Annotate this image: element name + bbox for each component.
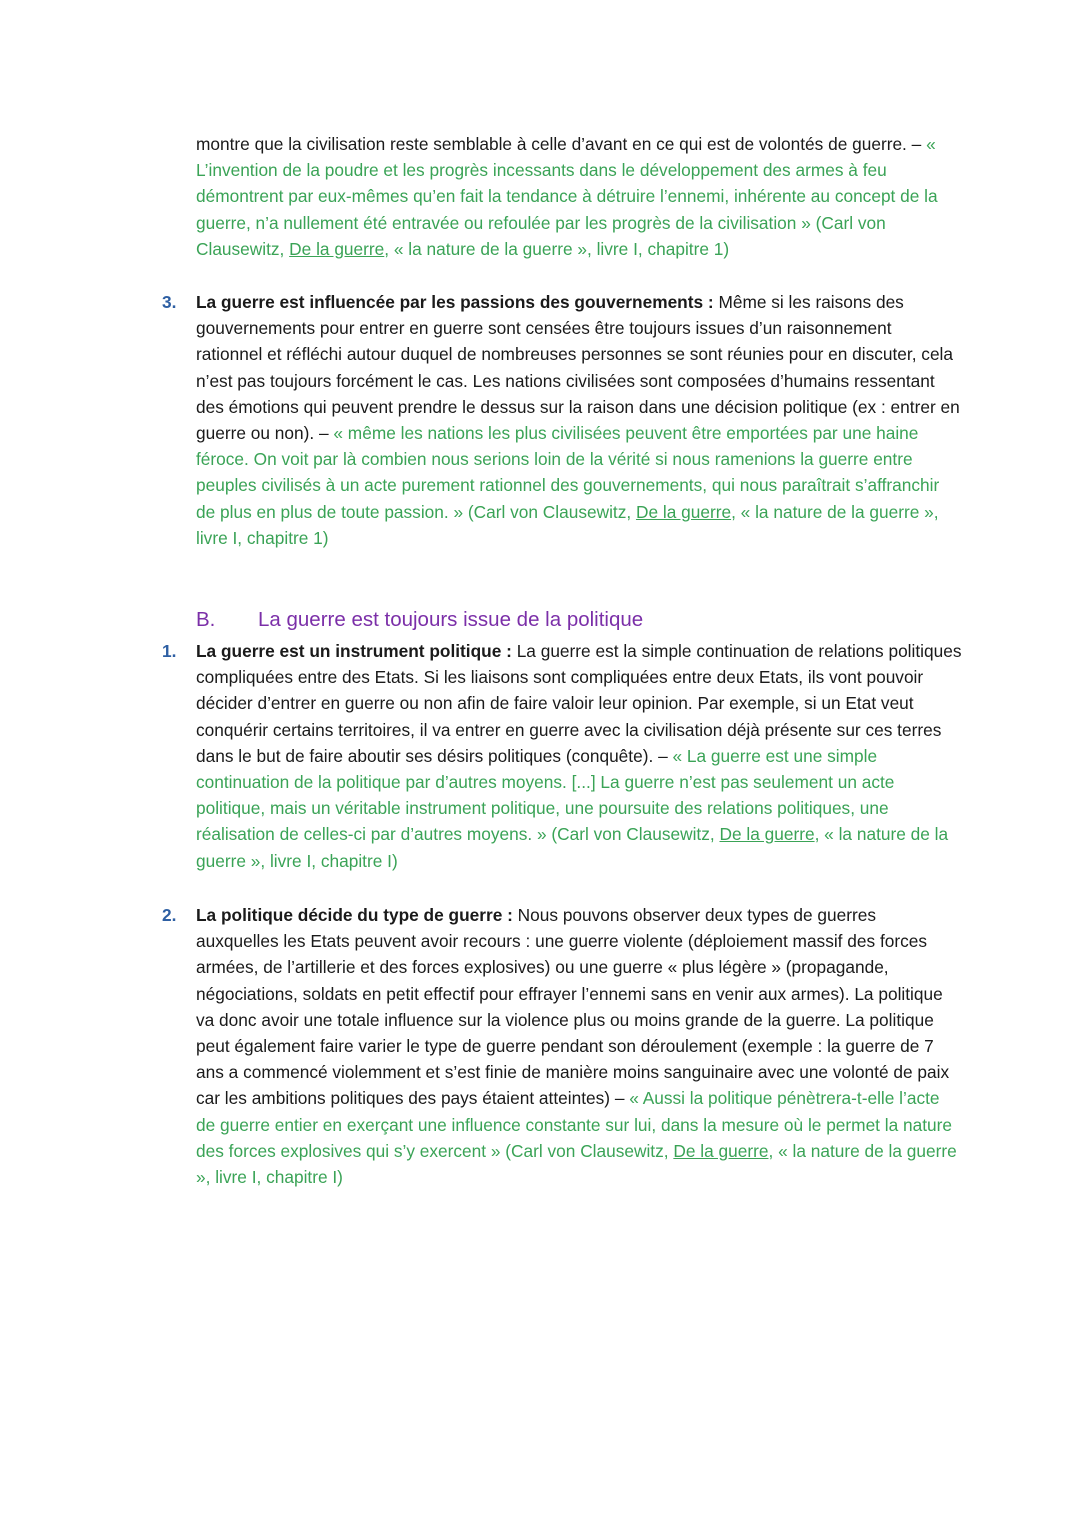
list-item-quote: « Aussi la politique pénètrera-t-elle l’acte de guerre entier en exerçant une influence constante sur lui, dans la mesure où le permet la nature des forces explosives qui s’y exercent » (Carl von Clausewitz, [196, 1088, 953, 1161]
list-item-body [196, 638, 962, 874]
list-item-passions [162, 289, 962, 551]
section-heading-b [196, 606, 643, 634]
intro-text: montre que la civilisation reste semblable à celle d’avant en ce qui est de volontés de guerre. [196, 134, 907, 154]
intro-paragraph [196, 131, 956, 262]
list-item-text: Même si les raisons des gouvernements pour entrer en guerre sont censées être toujours issues d’un raisonnement rationnel et réfléchi autour duquel de nombreuses personnes se sont réunies pour en discuter, cela n’est pas toujours forcément le cas. Les nations civilisées sont composées d’humains ressentant des émotions qui peuvent prendre le dessus sur la raison dans une décision politique (ex : entrer en guerre ou non). – [196, 292, 960, 444]
intro-quote: « L’invention de la poudre et les progrès incessants dans le développement des armes à feu démontrent par eux-mêmes qu’en fait la tendance à détruire l’ennemi, inhérente au concept de la guerre, n’a nullement été entravée ou refoulée par les progrès de la civilisation » (Carl von Clausewitz, [196, 134, 938, 259]
book-title: De la guerre [673, 1140, 769, 1161]
intro-source: , « la nature de la guerre », livre I, chapitre 1) [384, 238, 730, 259]
list-number: 1. [162, 641, 177, 661]
list-item-title: La guerre est influencée par les passions des gouvernements : [196, 292, 714, 312]
list-item-instrument [162, 638, 962, 874]
list-item-title: La guerre est un instrument politique : [196, 641, 512, 661]
list-item-text: Nous pouvons observer deux types de guerres auxquelles les Etats peuvent avoir recours : une guerre violente (déploiement massif des forces armées, de l’artillerie et des forces explosives) ou une guerre « plus légère » (propagande, négociations, soldats en petit effectif pour effrayer l’ennemi sans en venir aux armes). La politique va donc avoir une totale influence sur la violence plus ou moins grande de la guerre. La politique peut également faire varier le type de guerre pendant son déroulement (exemple : la guerre de 7 ans a commencé violemment et s’est finie de manière moins sanguinaire avec une volonté de paix car les ambitions politiques des pays étaient atteintes) – [196, 905, 950, 1109]
list-item-body [196, 902, 962, 1190]
list-item-quote: « La guerre est une simple continuation de la politique par d’autres moyens. [...] La guerre n’est pas seulement un acte politique, mais un véritable instrument politique, une poursuite des relations politiques, une réalisation de celles-ci par d’autres moyens. » (Carl von Clausewitz, [196, 745, 895, 845]
list-item-body [196, 289, 962, 551]
section-title: La guerre est toujours issue de la politique [258, 608, 644, 631]
quote-source: , « la nature de la guerre », livre I, chapitre I) [196, 824, 949, 871]
intro-book-title: De la guerre [289, 238, 385, 259]
list-item-type-of-war [162, 902, 962, 1190]
list-number: 3. [162, 292, 177, 312]
book-title: De la guerre [719, 824, 815, 845]
book-title: De la guerre [635, 501, 732, 522]
list-number: 2. [162, 905, 177, 925]
section-letter: B. [196, 608, 216, 631]
quote-source: , « la nature de la guerre », livre I, chapitre I) [196, 1140, 957, 1188]
list-item-text: La guerre est la simple continuation de relations politiques compliquées entre des Etats. Si les liaisons sont compliquées entre deux Etats, ils vont pouvoir décider d’entrer en guerre ou non afin de faire valoir leur opinion. Par exemple, si un Etat veut conquérir certains territoires, il va entrer en guerre avec la civilisation déjà présente sur ces terres dans le but de faire aboutir ses désirs politiques (conquête). – [196, 641, 962, 766]
list-item-quote: « même les nations les plus civilisées peuvent être emportées par une haine féroce. On voit par là combien nous serions loin de la vérité si nous ramenions la guerre entre peuples civilisés à un acte purement rationnel des gouvernements, qui nous paraîtrait s’affranchir de plus en plus de toute passion. » (Carl von Clausewitz, [196, 423, 940, 522]
quote-source: , « la nature de la guerre », livre I, chapitre 1) [196, 501, 939, 548]
intro-dash: – [906, 134, 927, 154]
list-item-title: La politique décide du type de guerre : [196, 905, 513, 925]
